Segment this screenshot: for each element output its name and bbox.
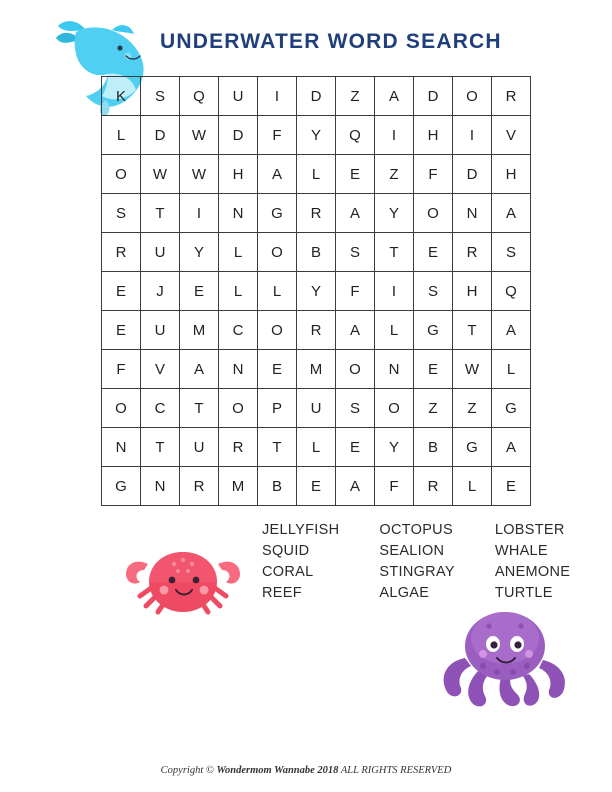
grid-cell[interactable]: R	[297, 311, 336, 350]
copyright-prefix: Copyright ©	[160, 765, 217, 776]
grid-cell[interactable]: U	[141, 233, 180, 272]
grid-cell[interactable]: W	[180, 116, 219, 155]
word-item: LOBSTER	[494, 522, 565, 538]
grid-cell[interactable]: A	[258, 155, 297, 194]
word-item: CORAL	[262, 564, 314, 580]
grid-cell[interactable]: G	[414, 311, 453, 350]
grid-cell[interactable]: S	[414, 272, 453, 311]
grid-cell[interactable]: W	[141, 155, 180, 194]
word-item: STINGRAY	[379, 564, 455, 580]
word-list-column-2	[379, 520, 454, 604]
grid-cell[interactable]: A	[492, 311, 531, 350]
word-list-column-1	[262, 520, 339, 604]
grid-cell[interactable]: O	[102, 155, 141, 194]
grid-cell[interactable]: G	[453, 428, 492, 467]
grid-cell[interactable]: M	[297, 350, 336, 389]
grid-row	[102, 428, 531, 467]
grid-cell[interactable]: Z	[375, 155, 414, 194]
grid-row	[102, 350, 531, 389]
grid-cell[interactable]: Z	[336, 77, 375, 116]
grid-cell[interactable]: N	[141, 467, 180, 506]
grid-cell[interactable]: P	[258, 389, 297, 428]
grid-cell[interactable]: R	[297, 194, 336, 233]
grid-cell[interactable]: I	[375, 272, 414, 311]
grid-cell[interactable]: B	[258, 467, 297, 506]
grid-cell[interactable]: E	[102, 272, 141, 311]
grid-cell[interactable]: B	[414, 428, 453, 467]
grid-cell[interactable]: S	[141, 77, 180, 116]
grid-row	[102, 116, 531, 155]
grid-cell[interactable]: O	[219, 389, 258, 428]
grid-cell[interactable]: G	[492, 389, 531, 428]
grid-cell[interactable]: H	[414, 116, 453, 155]
word-item: REEF	[262, 585, 302, 601]
grid-cell[interactable]: L	[219, 272, 258, 311]
grid-cell[interactable]: O	[336, 350, 375, 389]
grid-cell[interactable]: I	[258, 77, 297, 116]
grid-cell[interactable]: Z	[414, 389, 453, 428]
grid-cell[interactable]: O	[102, 389, 141, 428]
grid-cell[interactable]: L	[492, 350, 531, 389]
grid-cell[interactable]: F	[336, 272, 375, 311]
grid-cell[interactable]: U	[219, 77, 258, 116]
word-item: WHALE	[494, 543, 548, 559]
crab-illustration	[118, 520, 248, 620]
grid-cell[interactable]: T	[258, 428, 297, 467]
word-search-grid	[101, 76, 531, 506]
grid-cell[interactable]: L	[102, 116, 141, 155]
grid-cell[interactable]: D	[219, 116, 258, 155]
word-item: SQUID	[262, 543, 310, 559]
grid-cell[interactable]: E	[102, 311, 141, 350]
grid-cell[interactable]: Z	[453, 389, 492, 428]
grid-cell[interactable]: Y	[297, 116, 336, 155]
grid-row	[102, 389, 531, 428]
grid-cell[interactable]: R	[492, 77, 531, 116]
grid-cell[interactable]: O	[258, 311, 297, 350]
grid-cell[interactable]: R	[219, 428, 258, 467]
grid-cell[interactable]: E	[297, 467, 336, 506]
grid-cell[interactable]: C	[141, 389, 180, 428]
grid-cell[interactable]: Q	[180, 77, 219, 116]
word-item: ANEMONE	[494, 564, 571, 580]
grid-cell[interactable]: R	[453, 233, 492, 272]
grid-cell[interactable]: E	[414, 233, 453, 272]
grid-cell[interactable]: U	[141, 311, 180, 350]
grid-cell[interactable]: U	[180, 428, 219, 467]
grid-row	[102, 467, 531, 506]
grid-cell[interactable]: G	[102, 467, 141, 506]
grid-cell[interactable]: A	[492, 194, 531, 233]
grid-cell[interactable]: T	[375, 233, 414, 272]
grid-cell[interactable]: L	[297, 428, 336, 467]
grid-cell[interactable]: H	[219, 155, 258, 194]
grid-cell[interactable]: Q	[492, 272, 531, 311]
word-item: ALGAE	[379, 585, 430, 601]
grid-row	[102, 233, 531, 272]
grid-cell[interactable]: I	[453, 116, 492, 155]
word-item: SEALION	[379, 543, 445, 559]
grid-cell[interactable]: V	[141, 350, 180, 389]
grid-cell[interactable]: O	[414, 194, 453, 233]
grid-cell[interactable]: G	[258, 194, 297, 233]
grid-cell[interactable]: L	[297, 155, 336, 194]
grid-cell[interactable]: M	[219, 467, 258, 506]
grid-cell[interactable]: W	[453, 350, 492, 389]
grid-cell[interactable]: R	[180, 467, 219, 506]
grid-cell[interactable]: D	[297, 77, 336, 116]
grid-cell[interactable]: A	[336, 194, 375, 233]
grid-cell[interactable]: B	[297, 233, 336, 272]
grid-cell[interactable]: A	[336, 311, 375, 350]
grid-cell[interactable]: J	[141, 272, 180, 311]
grid-cell[interactable]: Y	[375, 428, 414, 467]
page-title: UNDERWATER WORD SEARCH	[160, 30, 502, 53]
grid-cell[interactable]: C	[219, 311, 258, 350]
word-item: TURTLE	[494, 585, 553, 601]
grid-cell[interactable]: E	[336, 155, 375, 194]
grid-row	[102, 272, 531, 311]
grid-cell[interactable]: N	[219, 194, 258, 233]
grid-cell[interactable]: V	[492, 116, 531, 155]
grid-cell[interactable]: T	[141, 194, 180, 233]
grid-cell[interactable]: O	[258, 233, 297, 272]
grid-cell[interactable]: A	[180, 350, 219, 389]
grid-cell[interactable]: A	[375, 77, 414, 116]
letter-grid	[101, 76, 531, 506]
word-item: OCTOPUS	[379, 522, 453, 538]
grid-cell[interactable]: D	[414, 77, 453, 116]
grid-cell[interactable]: T	[453, 311, 492, 350]
grid-cell[interactable]: E	[180, 272, 219, 311]
copyright-footer	[0, 765, 612, 776]
grid-cell[interactable]: T	[180, 389, 219, 428]
grid-row	[102, 77, 531, 116]
copyright-suffix: ALL RIGHTS RESERVED	[338, 765, 452, 776]
grid-cell[interactable]: N	[219, 350, 258, 389]
grid-cell[interactable]: W	[180, 155, 219, 194]
grid-cell[interactable]: O	[375, 389, 414, 428]
word-list-column-3	[495, 520, 570, 604]
grid-cell[interactable]: N	[453, 194, 492, 233]
grid-cell[interactable]: M	[180, 311, 219, 350]
grid-cell[interactable]: O	[453, 77, 492, 116]
grid-row	[102, 311, 531, 350]
grid-cell[interactable]: S	[492, 233, 531, 272]
grid-cell[interactable]: A	[336, 467, 375, 506]
word-list	[262, 520, 592, 604]
grid-cell[interactable]: Y	[297, 272, 336, 311]
grid-cell[interactable]: E	[492, 467, 531, 506]
grid-cell[interactable]: L	[258, 272, 297, 311]
grid-cell[interactable]: S	[102, 194, 141, 233]
copyright-site: Wondermom Wannabe 2018	[216, 765, 339, 776]
grid-cell[interactable]: Y	[180, 233, 219, 272]
word-item: JELLYFISH	[262, 522, 340, 538]
grid-cell[interactable]: F	[414, 155, 453, 194]
grid-cell[interactable]: I	[180, 194, 219, 233]
grid-cell[interactable]: F	[258, 116, 297, 155]
grid-cell[interactable]: R	[102, 233, 141, 272]
grid-cell[interactable]: E	[336, 428, 375, 467]
octopus-illustration	[435, 600, 575, 710]
grid-cell[interactable]: H	[453, 272, 492, 311]
grid-cell[interactable]: N	[102, 428, 141, 467]
grid-cell[interactable]: Y	[375, 194, 414, 233]
grid-cell[interactable]: S	[336, 389, 375, 428]
grid-cell[interactable]: H	[492, 155, 531, 194]
grid-cell[interactable]: E	[414, 350, 453, 389]
grid-row	[102, 155, 531, 194]
grid-cell[interactable]: L	[453, 467, 492, 506]
grid-cell[interactable]: K	[102, 77, 141, 116]
grid-cell[interactable]: L	[219, 233, 258, 272]
grid-cell[interactable]: Q	[336, 116, 375, 155]
grid-cell[interactable]: S	[336, 233, 375, 272]
grid-cell[interactable]: F	[102, 350, 141, 389]
grid-cell[interactable]: A	[492, 428, 531, 467]
grid-cell[interactable]: E	[258, 350, 297, 389]
grid-cell[interactable]: T	[141, 428, 180, 467]
grid-cell[interactable]: N	[375, 350, 414, 389]
grid-cell[interactable]: L	[375, 311, 414, 350]
grid-cell[interactable]: D	[453, 155, 492, 194]
grid-cell[interactable]: U	[297, 389, 336, 428]
grid-row	[102, 194, 531, 233]
grid-cell[interactable]: R	[414, 467, 453, 506]
grid-cell[interactable]: D	[141, 116, 180, 155]
grid-cell[interactable]: I	[375, 116, 414, 155]
grid-cell[interactable]: F	[375, 467, 414, 506]
